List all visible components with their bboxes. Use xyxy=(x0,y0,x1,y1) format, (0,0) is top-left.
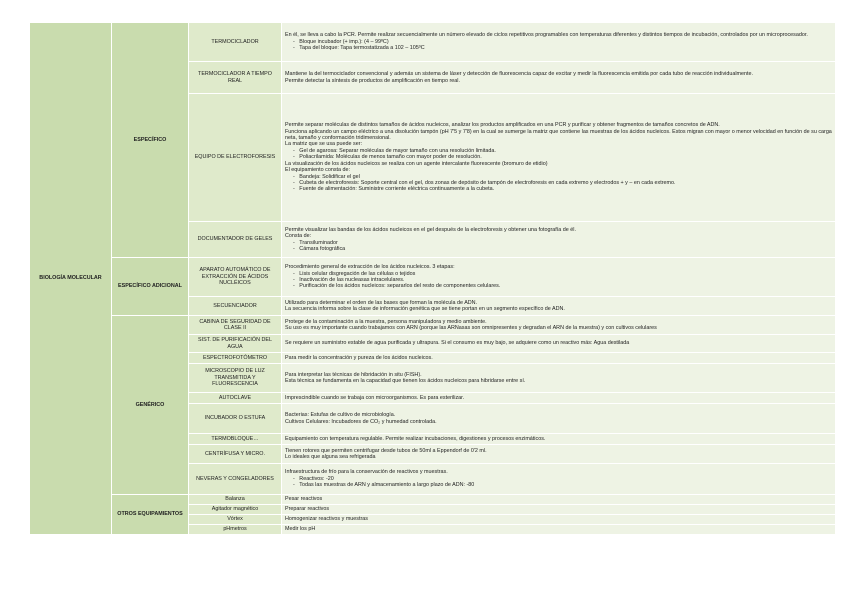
equipment-name: Vórtex xyxy=(189,515,282,525)
equipment-description xyxy=(282,62,836,94)
equipment-name: INCUBADOR O ESTUFA xyxy=(189,404,282,434)
equipment-name: AUTOCLAVE xyxy=(189,393,282,404)
equipment-description xyxy=(282,222,836,258)
desc-line: Equipamiento con temperatura regulable. Permite realizar incubaciones, digestiones y procesos enzimáticos. xyxy=(285,435,546,442)
equipment-description xyxy=(282,258,836,297)
desc-line: Medir los pH xyxy=(285,526,316,533)
desc-line: Permite detectar la síntesis de productos de amplificación en tiempo real. xyxy=(285,77,460,84)
equipment-name: TERMOCICLADOR A TIEMPO REAL xyxy=(189,62,282,94)
desc-line: La visualización de los ácidos nucleicos se realiza con un agente intercalante fluorescente (bromuro de etidio) xyxy=(285,160,548,167)
table-row xyxy=(30,23,836,62)
equipment-name: pHmetros xyxy=(189,525,282,535)
desc-bullet: - Fuente de alimentación: Suministre corriente eléctrica continuamente a la cubeta. xyxy=(293,186,495,193)
desc-bullet: - Cubeta de electroforesis: Soporte central con el gel, dos zonas de depósito de tampón de electroforesis en cada extremo y electrodos + y – en cada extremo. xyxy=(293,179,676,186)
equipment-name: MICROSCOPIO DE LUZ TRANSMITIDA Y FLUORESCENCIA xyxy=(189,364,282,393)
desc-line: Consta de: xyxy=(285,233,312,240)
desc-line: Permite visualizar las bandas de los ácidos nucleicos en el gel después de la electroforesis y obtener una fotografía de él. xyxy=(285,226,576,233)
desc-bullet: - Bandeja: Solidificar el gel xyxy=(293,173,360,180)
equipment-name: DOCUMENTADOR DE GELES xyxy=(189,222,282,258)
desc-line: Su uso es muy importante cuando trabajamos con ARN (porque las ARNasas son omnipresentes y degradan el ARN de la muestra) y con cultivos celulares xyxy=(285,325,657,331)
equipment-name: Agitador magnético xyxy=(189,505,282,515)
desc-line: Esta técnica se fundamenta en la capacidad que tienen los ácidos nucleicos para hibridarse entre sí. xyxy=(285,378,526,384)
desc-line: Funciona aplicando un campo eléctrico a una disolución tampón (pH 7'5 y 7'8) en la cual se sumerge la matriz que contiene las muestras de los ácidos nucleicos. Estos migran con mayor o menor velocidad en función de su carga neta, tamaño y conformación tridimensional. xyxy=(285,128,832,142)
equipment-description xyxy=(282,404,836,434)
desc-line: Homogenizar reactivos y muestras xyxy=(285,516,368,523)
equipment-name: CENTRÍFUSA Y MICRO. xyxy=(189,445,282,464)
area-label: BIOLOGÍA MOLECULAR xyxy=(30,23,112,535)
equipment-description xyxy=(282,335,836,353)
equipment-name: ESPECTROFOTÓMETRO xyxy=(189,353,282,364)
equipment-description xyxy=(282,445,836,464)
equipment-description xyxy=(282,94,836,222)
equipment-name: Balanza xyxy=(189,495,282,505)
desc-line: Cultivos Celulares: Incubadores de CO₂ y humedad controlada. xyxy=(285,418,437,425)
desc-bullet: - Inactivación de las nucleasas intracelulares. xyxy=(293,277,405,283)
desc-bullet: - Poliacrilamida: Moléculas de menos tamaño con mayor poder de resolución. xyxy=(293,154,482,161)
equipment-description xyxy=(282,297,836,316)
desc-line: La matriz que se usa puede ser: xyxy=(285,141,363,148)
desc-bullet: - Tapa del bloque: Tapa termostatizada a 102 – 105ºC xyxy=(293,45,425,52)
desc-line: Bacterias: Estufas de cultivo de microbiología. xyxy=(285,412,396,419)
equipment-name: NEVERAS Y CONGELADORES xyxy=(189,464,282,495)
desc-line: En él, se lleva a cabo la PCR. Permite realizar secuencialmente un número elevado de ciclos repetitivos programables con temperaturas diferentes y distintos tiempos de incubación, controlados por un microprocesador. xyxy=(285,32,808,39)
equipment-description xyxy=(282,434,836,445)
desc-line: Utilizado para determinar el orden de las bases que forman la molécula de ADN. xyxy=(285,299,478,306)
desc-line: Infraestructura de frío para la conservación de reactivos y muestras. xyxy=(285,469,448,476)
category-generico: GENÉRICO xyxy=(112,316,189,495)
desc-line: La secuencia informa sobre la clase de información genética que se tiene portan en un segmento específico de ADN. xyxy=(285,306,565,312)
desc-bullet: - Reactivos: -20 xyxy=(293,475,334,482)
equipment-name: TERMOBLOQUE… xyxy=(189,434,282,445)
table-row xyxy=(30,495,836,505)
desc-line: Procedimiento general de extracción de los ácidos nucleicos. 3 etapas: xyxy=(285,264,455,271)
desc-line: Permite separar moléculas de distintos tamaños de ácidos nucleicos, analizar los productos amplificados en una PCR y purificar y obtener fragmentos de tamaños concretos de ADN. xyxy=(285,122,720,129)
equipment-name: APARATO AUTOMÁTICO DE EXTRACCIÓN DE ÁCIDOS NUCLÉICOS xyxy=(189,258,282,297)
equipment-description xyxy=(282,505,836,515)
desc-bullet: - Purificación de los ácidos nucleicos: separarlos del resto de componentes celulares. xyxy=(293,283,501,290)
equipment-name: EQUIPO DE ELECTROFORESIS xyxy=(189,94,282,222)
desc-line: Lo ideales que alguna sea refrigerada xyxy=(285,454,376,460)
desc-line: Protege de la contaminación a la muestra, persona manipuladora y medio ambiente. xyxy=(285,318,487,325)
desc-bullet: - Lisis celular disgregación de las células o tejidos xyxy=(293,270,416,277)
equipment-description xyxy=(282,525,836,535)
desc-line: Se requiere un suministro estable de agua purificada y ultrapura. Si el consumo es muy bajo, se adquiere como un reactivo más: Agua destilada xyxy=(285,340,630,347)
desc-line: Para medir la concentración y pureza de los ácidos nucleicos. xyxy=(285,354,433,361)
desc-line: Mantiene la del termociclador convencional y además un sistema de láser y detección de fluorescencia capaz de excitar y medir la fluorescencia emitida por cada tubo de reacción individualmente. xyxy=(285,71,754,78)
desc-bullet: - Todas las muestras de ARN y almacenamiento a largo plazo de ADN: -80 xyxy=(293,482,475,489)
equipment-description xyxy=(282,364,836,393)
equipment-name: SIST. DE PURIFICACIÓN DEL AGUA xyxy=(189,335,282,353)
desc-bullet: - Cámara fotográfica xyxy=(293,245,346,252)
category-otros: OTROS EQUIPAMIENTOS xyxy=(112,495,189,535)
table-row xyxy=(30,316,836,335)
desc-line: Imprescindible cuando se trabaja con microorganismos. Es para esterilizar. xyxy=(285,394,465,401)
desc-bullet: - Transiluminador xyxy=(293,239,338,246)
equipment-table xyxy=(29,22,836,535)
equipment-description xyxy=(282,515,836,525)
equipment-description xyxy=(282,353,836,364)
equipment-description xyxy=(282,393,836,404)
equipment-name: TERMOCICLADOR xyxy=(189,23,282,62)
category-especifico: ESPECÍFICO xyxy=(112,23,189,258)
equipment-description xyxy=(282,464,836,495)
equipment-name: SECUENCIADOR xyxy=(189,297,282,316)
equipment-description xyxy=(282,495,836,505)
desc-bullet: - Bloque incubador (+ imp.): (4 – 99ºC) xyxy=(293,38,389,45)
category-adicional: ESPECÍFICO ADICIONAL xyxy=(112,258,189,316)
desc-line: Preparar reactivos xyxy=(285,506,330,513)
equipment-description xyxy=(282,23,836,62)
desc-line: Pesar reactivos xyxy=(285,496,323,503)
desc-line: El equipamiento consta de: xyxy=(285,167,351,174)
desc-line: Tienen rotores que permiten centrifugar desde tubos de 50ml a Eppendorf de 0'2 ml. xyxy=(285,447,487,454)
equipment-description xyxy=(282,316,836,335)
equipment-name: CABINA DE SEGURIDAD DE CLASE II xyxy=(189,316,282,335)
table-row xyxy=(30,258,836,297)
desc-line: Para interpretar las técnicas de hibridación in situ (FISH). xyxy=(285,371,422,378)
desc-bullet: - Gel de agarosa: Separar moléculas de mayor tamaño con una resolución limitada. xyxy=(293,147,496,154)
